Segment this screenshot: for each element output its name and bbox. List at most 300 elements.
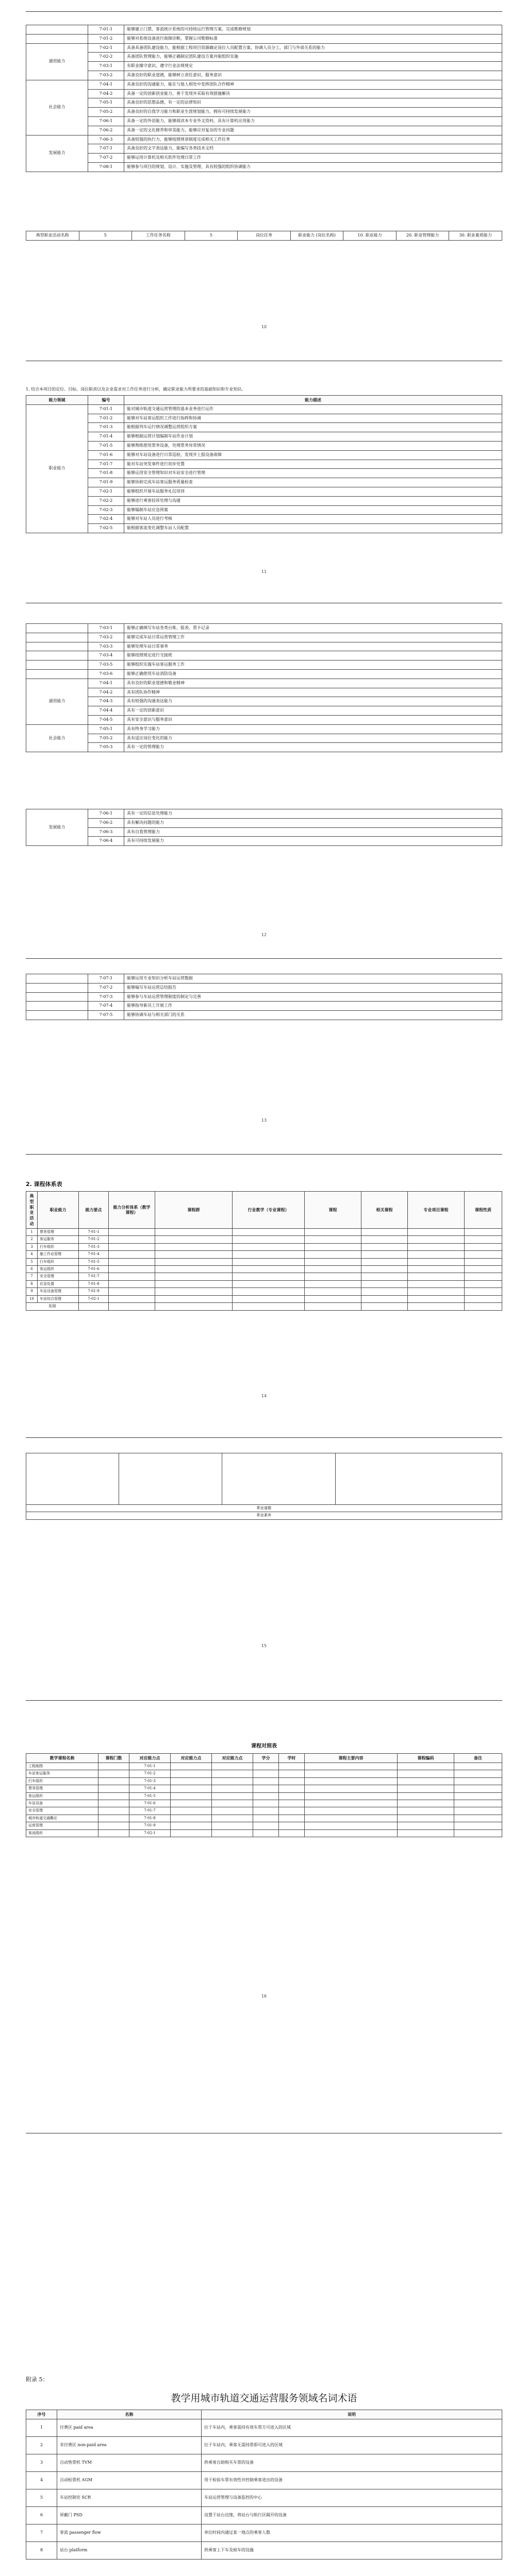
empty-cell: [233, 1265, 305, 1273]
category-cell: [26, 633, 88, 642]
row-number: 3: [26, 1243, 38, 1250]
category-cell: [26, 624, 88, 633]
empty-cell: [408, 1303, 465, 1310]
intro-paragraph: 1. 结合本项目的定位、目标、岗位职责以及企业需求对工作任务进行分析，确定职业能力所要求的基础知识和专业知识。: [26, 387, 246, 392]
empty-cell: [98, 1815, 129, 1822]
ethics-note: 职业道德: [26, 1505, 502, 1512]
category-cell: 职业能力: [26, 404, 88, 533]
category-cell: 发展能力: [26, 135, 88, 172]
empty-cell: [454, 1822, 502, 1829]
code-cell: 7-01-7: [129, 1807, 171, 1815]
description-cell: 能够对车站人员进行考核: [124, 515, 502, 524]
empty-cell: [233, 1228, 305, 1235]
empty-cell: [305, 1777, 398, 1785]
empty-cell: [361, 1303, 408, 1310]
code-cell: 7-01-6: [88, 450, 124, 460]
empty-cell: [465, 1303, 502, 1310]
row-number: 10: [26, 1295, 38, 1302]
empty-cell: [155, 1228, 233, 1235]
table-row: [26, 642, 502, 651]
empty-cell: [212, 1829, 253, 1837]
code-cell: 7-01-8: [79, 1280, 109, 1287]
term-index: 2: [26, 2436, 57, 2454]
description-cell: 具有一定的信息处理能力: [124, 809, 502, 819]
category-cell: [26, 992, 88, 1002]
code-cell: 7-03-1: [88, 624, 124, 633]
column-header: 课程群: [155, 1192, 233, 1229]
code-cell: 7-01-6: [79, 1265, 109, 1273]
table-row: [26, 1762, 502, 1770]
empty-cell: [233, 1295, 305, 1302]
empty-cell: [305, 1295, 361, 1302]
table-row: [26, 2471, 502, 2489]
table-row: [26, 724, 502, 734]
glossary: [26, 2375, 502, 2560]
table-row: [26, 1800, 502, 1807]
description-cell: 能够协调车站与相关部门的关系: [124, 1011, 502, 1020]
table-row: [26, 679, 502, 688]
empty-cell: [155, 1243, 233, 1250]
empty-cell: [305, 1770, 398, 1777]
empty-cell: [171, 1822, 212, 1829]
code-cell: 7-01-9: [79, 1288, 109, 1295]
curriculum-system: [26, 1180, 502, 1311]
header-code: 编号: [88, 396, 124, 405]
empty-cell: [109, 1288, 155, 1295]
activity-summary-row: [26, 231, 502, 241]
description-cell: 能够参与项目的规划、设计、实施及管理，具有较强的组织协调能力: [124, 162, 502, 172]
table-row: [26, 743, 502, 752]
course-name: 客流组织: [26, 1829, 98, 1837]
description-cell: 具有一定的管理能力: [124, 743, 502, 752]
row-number: 9: [26, 1288, 38, 1295]
page-number: 14: [261, 1394, 267, 1398]
table-row: [26, 1228, 502, 1235]
empty-cell: [98, 1829, 129, 1837]
description-cell: 能够根据运营计划编制车站作业计划: [124, 432, 502, 442]
table-row: [26, 809, 502, 819]
description-cell: 能对城市轨道交通运营管理的基本业务进行运作: [124, 404, 502, 414]
table-row: [26, 669, 502, 679]
table-row: [26, 1251, 502, 1258]
description-cell: 能够处理车站日常事务: [124, 642, 502, 651]
table-row: [26, 827, 502, 837]
empty-cell: [408, 1228, 465, 1235]
table-row: [26, 414, 502, 423]
term-name: 客流 passenger flow: [57, 2524, 202, 2541]
code-cell: 7-05-3: [88, 743, 124, 752]
term-description: 位于车站内，乘客需持有效车票方可进入的区域: [202, 2419, 502, 2436]
description-cell: 具有团队协作精神: [124, 688, 502, 697]
category-cell: [26, 642, 88, 651]
term-index: 1: [26, 2419, 57, 2436]
empty-cell: [155, 1288, 233, 1295]
page-top-rule: [26, 1154, 502, 1155]
term-description: 单位时间内通过某一地点的乘客人数: [202, 2524, 502, 2541]
code-cell: 7-04-2: [88, 688, 124, 697]
empty-cell: [155, 1258, 233, 1265]
empty-cell: [454, 1777, 502, 1785]
code-cell: 7-05-2: [88, 108, 124, 117]
column-header: 课程: [305, 1192, 361, 1229]
empty-cell: [305, 1785, 398, 1792]
table-row: [26, 992, 502, 1002]
empty-cell: [233, 1303, 305, 1310]
code-cell: 7-01-5: [88, 441, 124, 450]
empty-cell: [465, 1251, 502, 1258]
table-row: [26, 135, 502, 144]
term-index: 3: [26, 2454, 57, 2471]
empty-cell: [253, 1815, 279, 1822]
code-cell: 7-01-2: [129, 1770, 171, 1777]
empty-cell: [305, 1251, 361, 1258]
description-cell: 具有安全意识与服务意识: [124, 715, 502, 724]
empty-cell: [212, 1807, 253, 1815]
code-cell: 7-01-4: [129, 1785, 171, 1792]
description-cell: 具备良好的文字表达能力，能编写各类技术文档: [124, 144, 502, 154]
category-cell: [26, 669, 88, 679]
activity-cell: 行车组织: [38, 1258, 79, 1265]
code-cell: 7-03-1: [88, 62, 124, 71]
empty-cell: [171, 1800, 212, 1807]
term-name: 付费区 paid area: [57, 2419, 202, 2436]
empty-cell: [109, 1251, 155, 1258]
term-name: 车站控制室 SCR: [57, 2489, 202, 2506]
empty-cell: [408, 1243, 465, 1250]
empty-cell: [305, 1288, 361, 1295]
empty-cell: [398, 1807, 454, 1815]
table-row: [26, 2419, 502, 2436]
section-title: 2. 课程体系表: [26, 1181, 62, 1188]
empty-cell: [279, 1822, 305, 1829]
course-mapping: [26, 1741, 502, 1837]
empty-cell: [279, 1762, 305, 1770]
empty-cell: [212, 1800, 253, 1807]
empty-cell: [253, 1770, 279, 1777]
empty-cell: [98, 1777, 129, 1785]
empty-cell: [454, 1800, 502, 1807]
code-cell: 7-02-1: [79, 1295, 109, 1302]
empty-cell: [98, 1800, 129, 1807]
summary-cell: 5: [79, 231, 132, 241]
table-row: [26, 43, 502, 53]
empty-cell: [454, 1829, 502, 1837]
header-index: 序号: [26, 2410, 57, 2419]
empty-cell: [398, 1800, 454, 1807]
empty-cell: [305, 1822, 398, 1829]
column-header: 课程主要内容: [305, 1754, 398, 1763]
table-row: [26, 460, 502, 469]
term-index: 6: [26, 2506, 57, 2524]
empty-cell: [408, 1251, 465, 1258]
table-row: [26, 89, 502, 98]
table-row: [26, 108, 502, 117]
table-row: [26, 2506, 502, 2524]
empty-cell: [98, 1822, 129, 1829]
empty-cell: [361, 1236, 408, 1243]
empty-cell: [212, 1815, 253, 1822]
description-cell: 具有较强的沟通表达能力: [124, 697, 502, 706]
row-number: 2: [26, 1236, 38, 1243]
code-cell: 7-02-2: [88, 53, 124, 62]
description-cell: 具备较强的执行力，能够按照规章制度完成相关工作任务: [124, 135, 502, 144]
empty-cell: [454, 1807, 502, 1815]
empty-cell: [279, 1829, 305, 1837]
description-cell: 能够完成车站日常运营管理工作: [124, 633, 502, 642]
code-cell: 7-03-2: [88, 633, 124, 642]
term-name: 站台 platform: [57, 2541, 202, 2559]
empty-cell: [465, 1280, 502, 1287]
category-cell: [26, 1011, 88, 1020]
empty-cell: [305, 1792, 398, 1800]
empty-cell: [171, 1815, 212, 1822]
empty-cell: [361, 1273, 408, 1280]
code-cell: 7-04-2: [88, 89, 124, 98]
activity-cell: 安全管理: [38, 1273, 79, 1280]
empty-cell: [305, 1815, 398, 1822]
description-cell: 能够组织开展车站服务礼仪培训: [124, 487, 502, 496]
code-cell: 7-02-1: [129, 1829, 171, 1837]
page-number: 12: [261, 933, 267, 937]
code-cell: 7-07-3: [88, 992, 124, 1002]
course-name: 车站客运服务: [26, 1770, 98, 1777]
table-row: [26, 2541, 502, 2559]
capability-table-4: [26, 974, 502, 1020]
description-cell: 能够正确使用车站消防设备: [124, 669, 502, 679]
code-cell: 7-01-2: [79, 1236, 109, 1243]
code-cell: 7-07-1: [88, 144, 124, 154]
code-cell: 7-03-4: [88, 651, 124, 660]
code-cell: 7-06-1: [88, 809, 124, 819]
description-cell: 能够对系统设备进行故障诊断，掌握公司维修标准: [124, 34, 502, 43]
code-cell: 7-04-5: [88, 715, 124, 724]
table-row: [26, 1807, 502, 1815]
empty-cell: [253, 1792, 279, 1800]
empty-cell: [465, 1273, 502, 1280]
description-cell: 能够对车站设备进行日常巡检，发现并上报设备故障: [124, 450, 502, 460]
description-cell: 能够按照规定进行交接班: [124, 651, 502, 660]
table-row: [26, 62, 502, 71]
code-cell: 7-01-1: [79, 1228, 109, 1235]
empty-cell: [109, 1236, 155, 1243]
table-row: [26, 651, 502, 660]
description-cell: 能够建立门禁、客流统计系统的可持续运行管理方案，完成维修规划: [124, 25, 502, 35]
empty-cell: [109, 1295, 155, 1302]
empty-cell: [212, 1777, 253, 1785]
description-cell: 具有可持续发展能力: [124, 837, 502, 846]
empty-cell: [171, 1829, 212, 1837]
empty-cell: [465, 1228, 502, 1235]
header-domain: 能力领域: [26, 396, 88, 405]
category-cell: [26, 25, 88, 35]
code-cell: 7-01-7: [88, 460, 124, 469]
row-number: 5: [26, 1258, 38, 1265]
empty-cell: [155, 1251, 233, 1258]
table-row: [26, 706, 502, 716]
empty-cell: [253, 1829, 279, 1837]
empty-cell: [408, 1265, 465, 1273]
table-row: [26, 450, 502, 460]
row-number: 6: [26, 1265, 38, 1273]
appendix-label: 附录 5：: [26, 2376, 48, 2383]
term-name: 自动检票机 AGM: [57, 2471, 202, 2489]
empty-cell: [398, 1762, 454, 1770]
empty-cell: [233, 1236, 305, 1243]
code-cell: 7-05-2: [88, 734, 124, 743]
table-row: [26, 515, 502, 524]
table-row: [26, 1280, 502, 1287]
empty-cell: [109, 1243, 155, 1250]
column-header: 对应能力点: [171, 1754, 212, 1763]
code-cell: 7-06-2: [88, 126, 124, 135]
column-header: 能力要点: [79, 1192, 109, 1229]
page-top-rule: [26, 1437, 502, 1438]
empty-cell: [155, 1280, 233, 1287]
empty-cell: [98, 1785, 129, 1792]
description-cell: 能够指导新员工开展工作: [124, 1002, 502, 1011]
empty-cell: [465, 1243, 502, 1250]
column-header: 典型职业活动: [26, 1192, 38, 1229]
table-row: [26, 80, 502, 89]
table-row: [26, 2524, 502, 2541]
code-cell: 7-02-1: [88, 43, 124, 53]
course-name: 城市轨道交通概论: [26, 1815, 98, 1822]
category-cell: 发展能力: [26, 809, 88, 846]
activity-cell: 车站综合管理: [38, 1295, 79, 1302]
empty-cell: [212, 1762, 253, 1770]
table-row: [26, 423, 502, 432]
empty-cell: [171, 1770, 212, 1777]
term-description: 位于车站内，乘客无需持票即可进入的区域: [202, 2436, 502, 2454]
activity-cell: 行车组织: [38, 1243, 79, 1250]
description-cell: 具备良好的自我学习能力和职业生涯规划能力，拥有可持续发展能力: [124, 108, 502, 117]
table-row: [26, 837, 502, 846]
empty-cell: [79, 1303, 109, 1310]
empty-cell: [398, 1829, 454, 1837]
description-cell: 具备一定的外语能力，能够阅读本专业外文资料，具有计算机应用能力: [124, 116, 502, 126]
code-cell: 7-02-3: [88, 505, 124, 515]
table-row: [26, 1815, 502, 1822]
column-header: 课程门数: [98, 1754, 129, 1763]
empty-cell: [109, 1273, 155, 1280]
table-row: [26, 1288, 502, 1295]
activity-cell: 应急处置: [38, 1280, 79, 1287]
page-number: 10: [261, 325, 267, 329]
description-cell: 具备团队管理能力，能够正确制定团队建设方案并能组织实施: [124, 53, 502, 62]
empty-cell: [361, 1288, 408, 1295]
table-row: [26, 25, 502, 35]
header-desc: 说明: [202, 2410, 502, 2419]
empty-cell: [398, 1822, 454, 1829]
table-row: [26, 734, 502, 743]
empty-cell: [408, 1273, 465, 1280]
empty-cell: [171, 1777, 212, 1785]
table-row: [26, 2436, 502, 2454]
table-row: [26, 1258, 502, 1265]
empty-cell: [233, 1258, 305, 1265]
empty-cell: [253, 1800, 279, 1807]
term-name: 屏蔽门 PSD: [57, 2506, 202, 2524]
code-cell: 7-06-1: [88, 116, 124, 126]
empty-cell: [361, 1295, 408, 1302]
column-header: 对应能力点: [212, 1754, 253, 1763]
description-cell: 具有解决问题的能力: [124, 818, 502, 827]
empty-cell: [109, 1258, 155, 1265]
column-header: 专业项目课程: [408, 1192, 465, 1229]
empty-cell: [279, 1792, 305, 1800]
curriculum-extension: [26, 1453, 502, 1520]
description-cell: 能根据客流变化调整车站人员配置: [124, 524, 502, 533]
table-row: [26, 98, 502, 108]
column-header: 能力分析体系（教学课程）: [109, 1192, 155, 1229]
summary-cell: 典型职业活动名称: [26, 231, 79, 241]
code-cell: 7-01-7: [79, 1273, 109, 1280]
empty-cell: [279, 1807, 305, 1815]
empty-cell: [253, 1807, 279, 1815]
table-row: [26, 1829, 502, 1837]
course-name: 运营管理: [26, 1822, 98, 1829]
code-cell: 7-05-1: [88, 724, 124, 734]
term-index: 5: [26, 2489, 57, 2506]
empty-cell: [465, 1258, 502, 1265]
table-row: [26, 524, 502, 533]
empty-cell: [233, 1243, 305, 1250]
code-cell: 7-02-4: [88, 515, 124, 524]
term-index: 8: [26, 2541, 57, 2559]
code-cell: 7-01-1: [88, 404, 124, 414]
page-number: 16: [261, 1994, 267, 1998]
description-cell: 能够协助完成车站客运服务质量检查: [124, 478, 502, 487]
table-row: [26, 697, 502, 706]
activity-cell: 客运服务: [38, 1236, 79, 1243]
empty-cell: [253, 1785, 279, 1792]
empty-cell: [155, 1273, 233, 1280]
column-header: 课程编码: [398, 1754, 454, 1763]
table-row: [26, 496, 502, 505]
code-cell: 7-01-3: [129, 1777, 171, 1785]
table-row: [26, 116, 502, 126]
code-cell: 7-01-8: [129, 1815, 171, 1822]
code-cell: 7-03-6: [88, 669, 124, 679]
table-row: [26, 1785, 502, 1792]
table-row: [26, 1822, 502, 1829]
glossary-title: 教学用城市轨道交通运营服务领域名词术语: [171, 2393, 357, 2404]
table-row: [26, 1011, 502, 1020]
empty-cell: [279, 1785, 305, 1792]
table-row: [26, 715, 502, 724]
course-name: 车站设备: [26, 1800, 98, 1807]
description-cell: 能够运用计算机及相关软件处理日常工作: [124, 154, 502, 163]
empty-cell: [233, 1280, 305, 1287]
term-description: 用于检验车票有效性并控制乘客进出的设备: [202, 2471, 502, 2489]
code-cell: 7-01-3: [88, 423, 124, 432]
summary-cell: 20. 职业管理能力: [396, 231, 449, 241]
empty-cell: [361, 1243, 408, 1250]
category-cell: 社会能力: [26, 80, 88, 135]
empty-cell: [253, 1762, 279, 1770]
capability-table-1: [26, 25, 502, 172]
table-row: [26, 154, 502, 163]
table-row: [26, 1273, 502, 1280]
empty-cell: [109, 1280, 155, 1287]
description-cell: 能够运用专业知识分析车站运营数据: [124, 974, 502, 984]
description-cell: 能够熟练使用票务设备，处理票务异常情况: [124, 441, 502, 450]
table-row: [26, 432, 502, 442]
empty-cell: [454, 1815, 502, 1822]
table-row: [26, 505, 502, 515]
description-cell: 能够组织实施车站客运服务工作: [124, 660, 502, 670]
term-description: 车站运营管理与设备监控的中心: [202, 2489, 502, 2506]
